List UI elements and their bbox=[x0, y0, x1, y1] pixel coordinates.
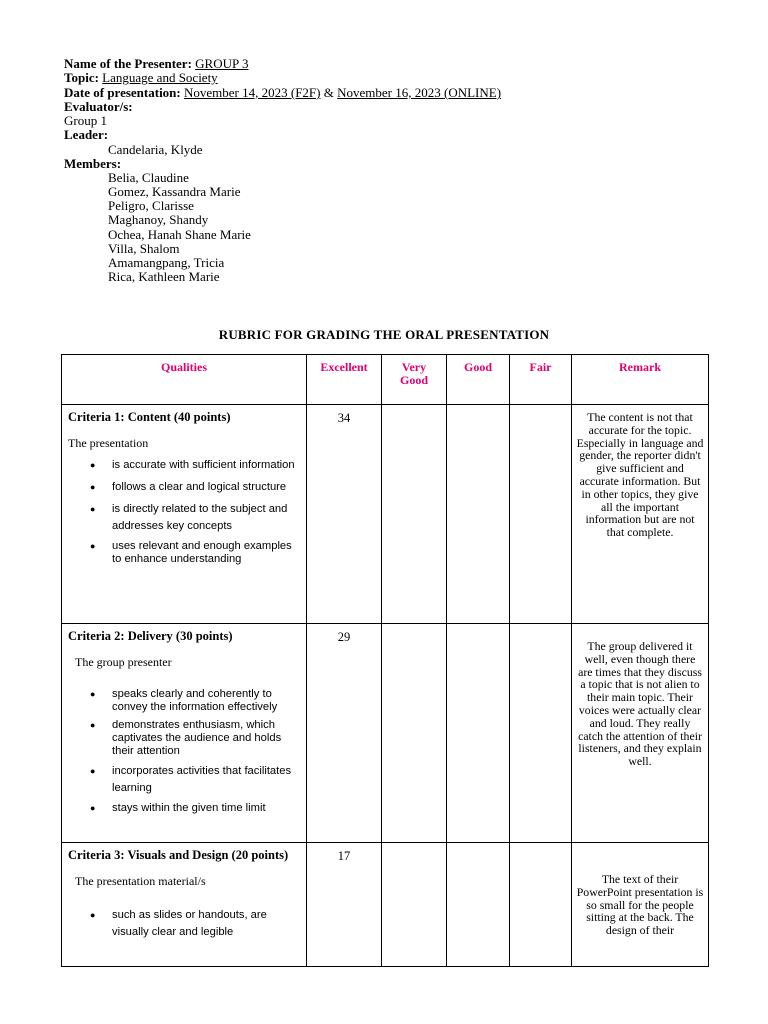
evaluator-value: Group 1 bbox=[64, 113, 107, 128]
score-excellent: 29 bbox=[307, 624, 382, 843]
score-fair bbox=[510, 624, 572, 843]
score-fair bbox=[510, 405, 572, 624]
criteria-bullets bbox=[62, 688, 306, 815]
bullet-item: ● demonstrates enthusiasm, which captivates the audience and holds their attention bbox=[112, 719, 306, 758]
presenter-line bbox=[64, 57, 249, 71]
criteria-subtitle: The group presenter bbox=[75, 655, 172, 669]
presenter-value: GROUP 3 bbox=[195, 56, 249, 71]
remark-cell: The content is not that accurate for the topic. Especially in language and gender, the reporter didn't give sufficient and accurate information. But in other topics, they give all the important information but are not that complete. bbox=[572, 405, 709, 624]
member-item: Maghanoy, Shandy bbox=[108, 212, 209, 227]
date-line bbox=[64, 86, 501, 100]
member-item: Rica, Kathleen Marie bbox=[108, 269, 220, 284]
bullet-item: ● speaks clearly and coherently to convey the information effectively bbox=[112, 688, 306, 714]
score-good bbox=[447, 405, 510, 624]
header-good: Good bbox=[447, 355, 510, 405]
header-very-good: Very Good bbox=[382, 355, 447, 405]
criteria-subtitle: The presentation material/s bbox=[75, 874, 206, 888]
score-good bbox=[447, 624, 510, 843]
leader-value: Candelaria, Klyde bbox=[108, 142, 203, 157]
presenter-label: Name of the Presenter: bbox=[64, 56, 192, 71]
header-remark: Remark bbox=[572, 355, 709, 405]
header-fair: Fair bbox=[510, 355, 572, 405]
criteria-cell bbox=[62, 843, 307, 967]
criteria-title: Criteria 3: Visuals and Design (20 points) bbox=[68, 848, 289, 862]
score-very-good bbox=[382, 624, 447, 843]
header-qualities: Qualities bbox=[62, 355, 307, 405]
bullet-item: ● is accurate with sufficient information bbox=[112, 457, 306, 474]
score-very-good bbox=[382, 843, 447, 967]
criteria-title: Criteria 1: Content (40 points) bbox=[68, 410, 231, 424]
date-label: Date of presentation: bbox=[64, 85, 181, 100]
remark-cell: The group delivered it well, even though there are times that they discuss a topic that is not alien to their main topic. Their voices were actually clear and loud. They really catch the attention of their listeners, and they explain well. bbox=[572, 624, 709, 843]
date-separator: & bbox=[320, 85, 338, 100]
bullet-item: ● such as slides or handouts, are visually clear and legible bbox=[112, 907, 306, 941]
remark-cell: The text of their PowerPoint presentation is so small for the people sitting at the back. The design of their bbox=[572, 843, 709, 967]
score-excellent: 17 bbox=[307, 843, 382, 967]
table-row bbox=[62, 624, 709, 843]
criteria-title: Criteria 2: Delivery (30 points) bbox=[68, 629, 233, 643]
member-item: Amamangpang, Tricia bbox=[108, 255, 225, 270]
members-label: Members: bbox=[64, 156, 122, 171]
bullet-item: ● uses relevant and enough examples to enhance understanding bbox=[112, 540, 306, 566]
score-excellent: 34 bbox=[307, 405, 382, 624]
date-value-2: November 16, 2023 (ONLINE) bbox=[337, 85, 502, 100]
table-row bbox=[62, 843, 709, 967]
bullet-item: ● is directly related to the subject and addresses key concepts bbox=[112, 501, 306, 535]
bullet-item: ● incorporates activities that facilitates learning bbox=[112, 763, 306, 797]
member-item: Peligro, Clarisse bbox=[108, 198, 194, 213]
header-excellent: Excellent bbox=[307, 355, 382, 405]
criteria-subtitle: The presentation bbox=[68, 436, 149, 450]
member-item: Gomez, Kassandra Marie bbox=[108, 184, 241, 199]
member-item: Villa, Shalom bbox=[108, 241, 180, 256]
score-fair bbox=[510, 843, 572, 967]
bullet-item: ● follows a clear and logical structure bbox=[112, 479, 306, 496]
rubric-table bbox=[61, 354, 709, 967]
member-item: Belia, Claudine bbox=[108, 170, 189, 185]
bullet-item: ● stays within the given time limit bbox=[112, 802, 306, 815]
table-header-row bbox=[62, 355, 709, 405]
member-item: Ochea, Hanah Shane Marie bbox=[108, 227, 251, 242]
date-value-1: November 14, 2023 (F2F) bbox=[184, 85, 321, 100]
table-row bbox=[62, 405, 709, 624]
criteria-cell bbox=[62, 405, 307, 624]
topic-value: Language and Society bbox=[102, 70, 218, 85]
criteria-cell bbox=[62, 624, 307, 843]
criteria-bullets bbox=[62, 457, 306, 566]
leader-label: Leader: bbox=[64, 127, 109, 142]
evaluator-label: Evaluator/s: bbox=[64, 99, 133, 114]
score-good bbox=[447, 843, 510, 967]
rubric-title: RUBRIC FOR GRADING THE ORAL PRESENTATION bbox=[218, 327, 550, 342]
score-very-good bbox=[382, 405, 447, 624]
topic-label: Topic: bbox=[64, 70, 99, 85]
criteria-bullets bbox=[62, 907, 306, 941]
topic-line bbox=[64, 71, 218, 85]
